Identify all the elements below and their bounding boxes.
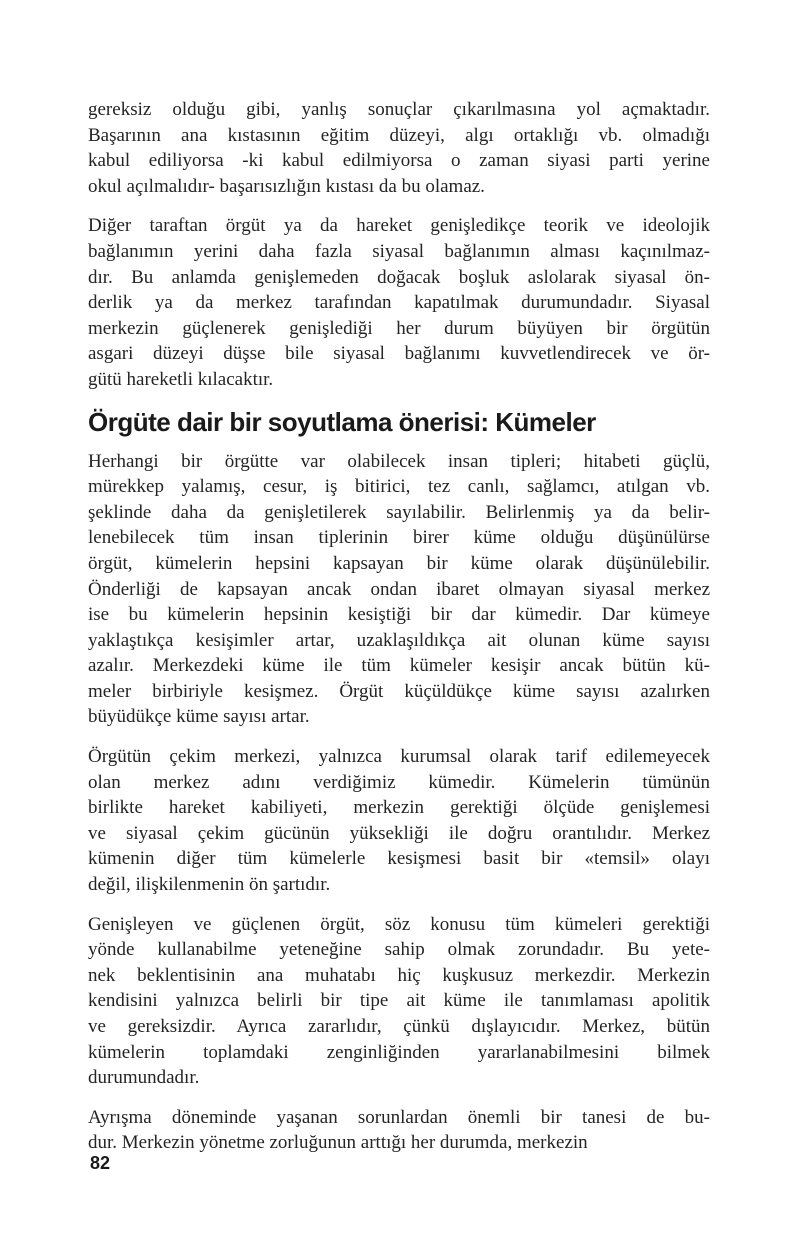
paragraph-1: gereksiz olduğu gibi, yanlış sonuçlar çıkarılmasına yol açmaktadır. Başarının ana kıstasının eğitim düzeyi, algı ortaklığı vb. olmadığı kabul ediliyorsa -ki kabul edilmiyorsa o zaman siyasi parti yerine okul açılmalıdır- başarısızlığın kıstası da bu olamaz.	[88, 99, 710, 197]
section-heading: Örgüte dair bir soyutlama önerisi: Kümeler	[88, 406, 596, 437]
paragraph-6: Ayrışma döneminde yaşanan sorunlardan önemli bir tanesi de bu- dur. Merkezin yönetme zorluğunun arttığı her durumda, merkezin	[88, 1106, 710, 1154]
page-number: 82	[90, 1153, 111, 1173]
text-column	[88, 97, 710, 1156]
paragraph-4: Örgütün çekim merkezi, yalnızca kurumsal olarak tarif edilemeyecek olan merkez adını verdiğimiz kümedir. Kümelerin tümünün birlikte hareket kabiliyeti, merkezin gerektiği ölçüde genişlemesi ve siyasal çekim gücünün yüksekliği ile doğru orantılıdır. Merkez kümenin diğer tüm kümelerle kesişmesi basit bir «temsil» olayı değil, ilişkilenmenin ön şartıdır.	[88, 746, 710, 896]
paragraph-5: Genişleyen ve güçlenen örgüt, söz konusu tüm kümeleri gerektiği yönde kullanabilme yeteneğine sahip olmak zorundadır. Bu yete- nek beklentisinin ana muhatabı hiç kuşkusuz merkezdir. Merkezin kendisini yalnızca belirli bir tipe ait küme ile tanımlaması apolitik ve gereksizdir. Ayrıca zararlıdır, çünkü dışlayıcıdır. Merkez, bütün kümelerin toplamdaki zenginliğinden yararlanabilmesini bilmek durumundadır.	[88, 913, 710, 1089]
paragraph-2: Diğer taraftan örgüt ya da hareket genişledikçe teorik ve ideolojik bağlanımın yerini daha fazla siyasal bağlanımın alması kaçınılmaz- dır. Bu anlamda genişlemeden doğacak boşluk aslolarak siyasal ön- derlik ya da merkez tarafından kapatılmak durumundadır. Siyasal merkezin güçlenerek genişlediği her durum büyüyen bir örgütün asgari düzeyi düşse bile siyasal bağlanımı kuvvetlendirecek ve ör- gütü hareketli kılacaktır.	[88, 215, 710, 390]
paragraph-3: Herhangi bir örgütte var olabilecek insan tipleri; hitabeti güçlü, mürekkep yalamış, cesur, iş bitirici, tez canlı, sağlamcı, atılgan vb. şeklinde daha da genişletilerek sayılabilir. Belirlenmiş ya da belir- lenebilecek tüm insan tiplerinin birer küme olduğu düşünülürse örgüt, kümelerin hepsini kapsayan bir küme olarak düşünülebilir. Önderliği de kapsayan ancak ondan ibaret olmayan siyasal merkez ise bu kümelerin hepsinin kesiştiği bir dar kümedir. Dar kümeye yaklaştıkça kesişimler artar, uzaklaşıldıkça ait olunan küme sayısı azalır. Merkezdeki küme ile tüm kümeler kesişir ancak bütün kü- meler birbiriyle kesişmez. Örgüt küçüldükçe küme sayısı azalırken büyüdükçe küme sayısı artar.	[88, 450, 710, 728]
